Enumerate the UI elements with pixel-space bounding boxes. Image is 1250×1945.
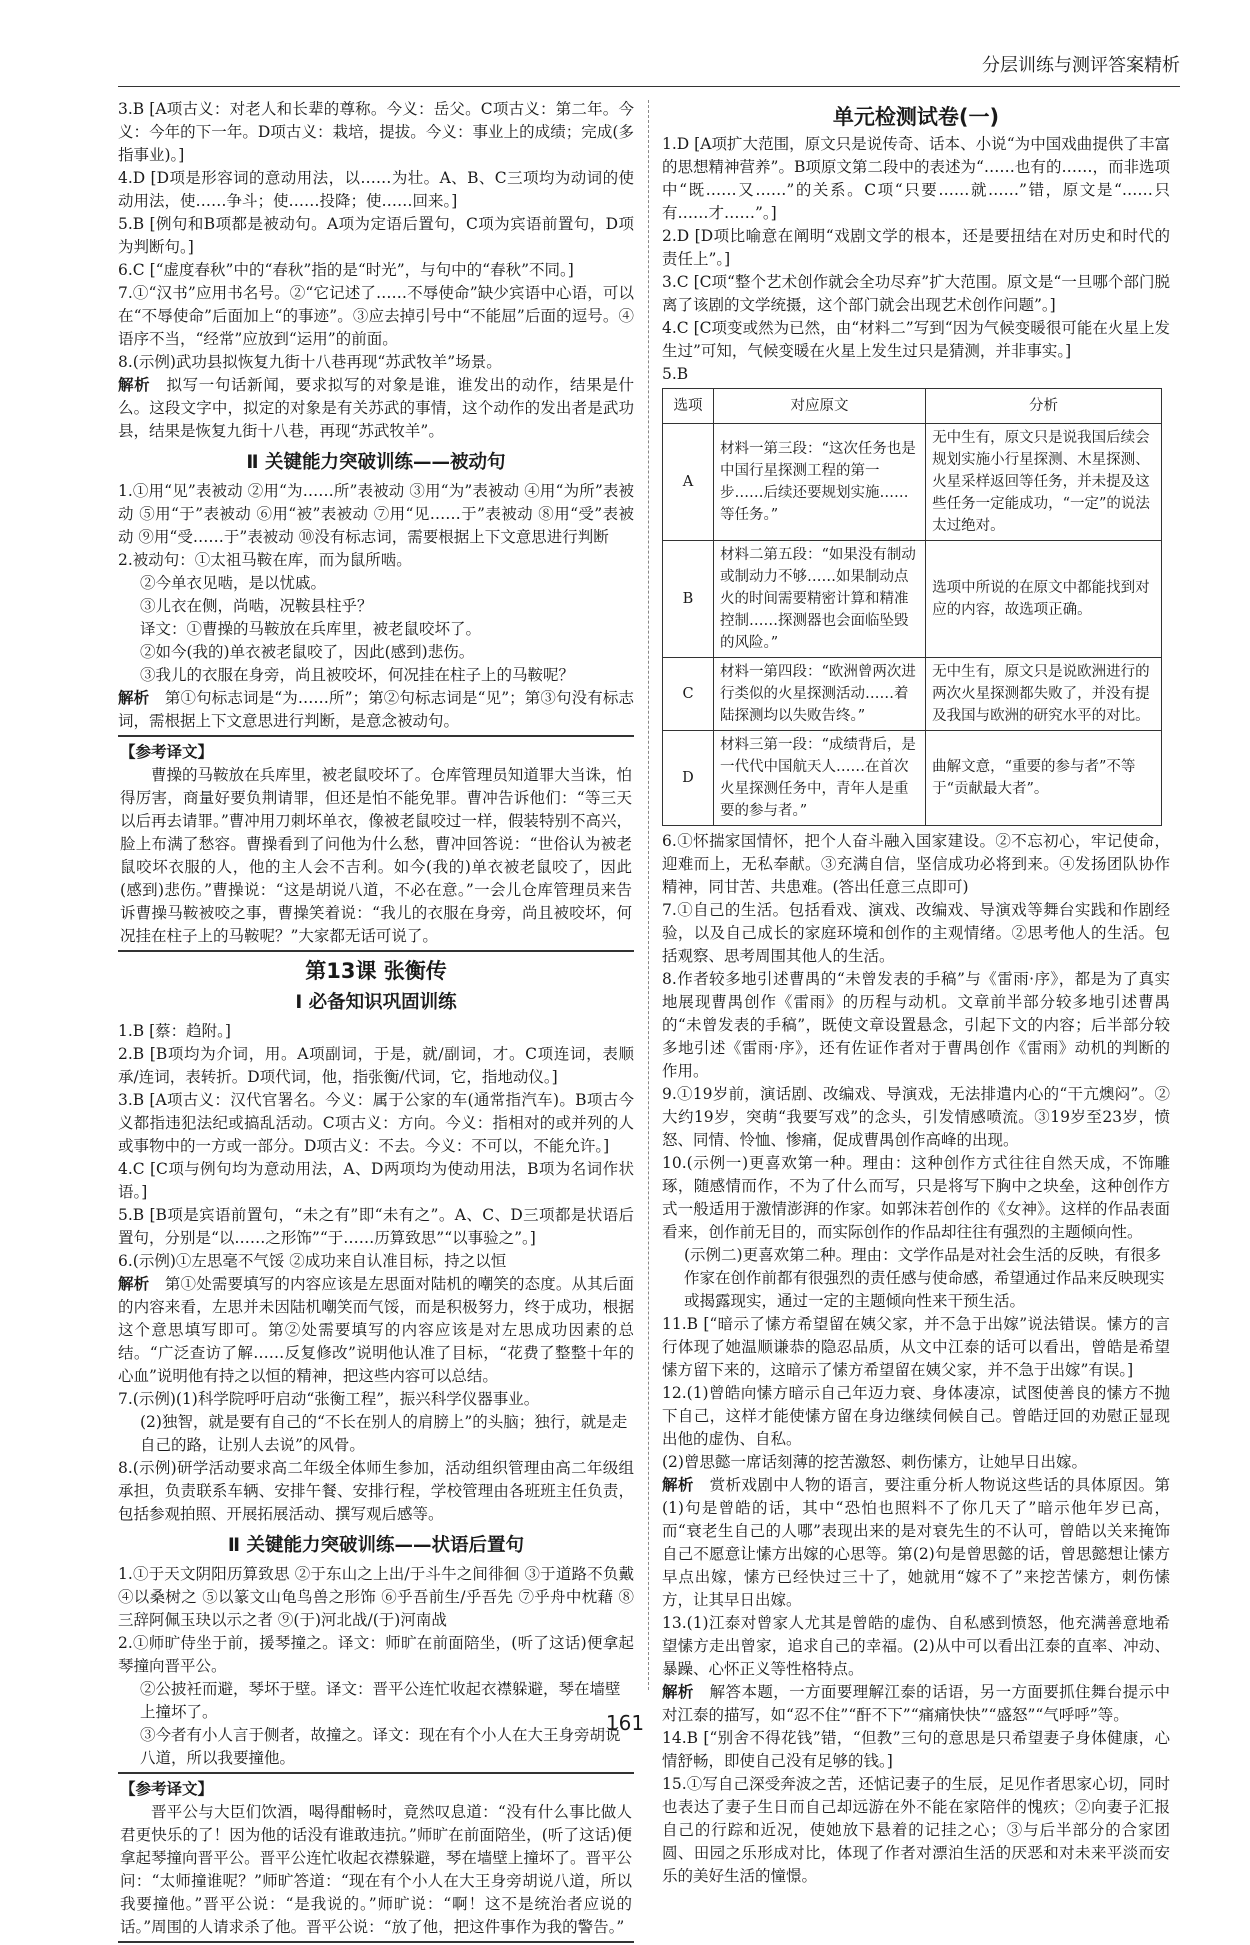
answer-item: 2.B [B项均为介词，用。A项副词，于是，就/副词，才。C项连词，表顺承/连词，表转折。D项代词，他，指张衡/代词，它，指地动仪。]	[118, 1045, 634, 1086]
answer-item: 8.(示例)研学活动要求高二年级全体师生参加，活动组织管理由高二年级组承担，负责联系车辆、安排午餐、安排行程，学校管理由各班班主任负责，包括参观拍照、开展拓展活动、撰写观后感等。	[118, 1459, 634, 1523]
reference-translation: 【参考译文】 晋平公与大臣们饮酒，喝得酣畅时，竟然叹息道：“没有什么事比做人君更快乐的了！因为他的话没有谁敢违抗。”师旷在前面陪坐，(听了这话)便拿起琴撞向晋平公。晋平公连忙收起衣襟躲避，琴在墙壁上撞坏了。晋平公问：“太师撞谁呢？”师旷答道：“现在有个小人在大王身旁胡说八道，所以我要撞他。”晋平公说：“是我说的。”师旷说：“啊！这不是统治者应说的话。”周围的人请求杀了他。晋平公说：“放了他，把这件事作为我的警告。”	[118, 1772, 634, 1943]
table-cell-option: C	[663, 658, 714, 731]
table-cell-analysis: 选项中所说的在原文中都能找到对应的内容，故选项正确。	[926, 541, 1162, 658]
analysis-block: 解析 第①句标志词是“为……所”；第②句标志词是“见”；第③句没有标志词，需根据上下文意思进行判断，是意念被动句。	[118, 689, 634, 730]
table-row	[663, 658, 1162, 731]
answer-item: 12.(1)曾皓向愫方暗示自己年迈力衰、身体凄凉，试图使善良的愫方不抛下自己，这样才能使愫方留在身边继续伺候自己。曾皓迂回的劝慰正显现出他的虚伪、自私。	[662, 1384, 1170, 1448]
table-cell-source: 材料二第五段：“如果没有制动或制动力不够……如果制动点火的时间需要精密计算和精准控制……探测器也会面临坠毁的风险。”	[714, 541, 926, 658]
table-row	[663, 541, 1162, 658]
answer-item: (2)曾思懿一席话刻薄的挖苦激怒、刺伤愫方，让她早日出嫁。	[662, 1453, 1087, 1471]
table-cell-option: A	[663, 424, 714, 541]
section-title: Ⅰ 必备知识巩固训练	[295, 992, 457, 1013]
table-row	[663, 424, 1162, 541]
column-divider	[648, 100, 649, 1690]
table-cell-analysis: 无中生有，原文只是说欧洲进行的两次火星探测都失败了，并没有提及我国与欧洲的研究水平的对比。	[926, 658, 1162, 731]
answer-item: 4.C [C项变或然为已然，由“材料二”写到“因为气候变暖很可能在火星上发生过”可知，气候变暖在火星上发生过只是猜测，并非事实。]	[662, 319, 1170, 360]
answer-item: 8.(示例)武功县拟恢复九街十八巷再现“苏武牧羊”场景。	[118, 353, 502, 371]
right-column	[662, 98, 1170, 1888]
analysis-block: 解析 第①处需要填写的内容应该是左思面对陆机的嘲笑的态度。从其后面的内容来看，左思并未因陆机嘲笑而气馁，而是积极努力，终于成功，根据这个意思填写即可。第②处需要填写的内容应该是对左思成功因素的总结。“广泛查访了解……反复修改”说明他认准了目标，“花费了整整十年的心血”说明他有持之以恒的精神，把这些内容可以总结。	[118, 1275, 634, 1385]
table-cell-analysis: 曲解文意，“重要的参与者”不等于“贡献最大者”。	[926, 731, 1162, 826]
analysis-block: 解析 拟写一句话新闻，要求拟写的对象是谁，谁发出的动作，结果是什么。这段文字中，拟定的对象是有关苏武的事情，这个动作的发出者是武功县，结果是恢复九街十八巷，再现“苏武牧羊”。	[118, 376, 634, 440]
table-cell-source: 材料一第四段：“欧洲曾两次进行类似的火星探测活动……着陆探测均以失败告终。”	[714, 658, 926, 731]
answer-item: 3.B [A项古义：汉代官署名。今义：属于公家的车(通常指汽车)。B项古今义都指违犯法纪或搞乱活动。C项古义：方向。今义：指相对的或并列的人或事物中的一方或一部分。D项古义：不去。今义：不可以，不能允许。]	[118, 1091, 634, 1155]
answer-item: 6.C [“虚度春秋”中的“春秋”指的是“时光”，与句中的“春秋”不同。]	[118, 261, 574, 279]
answer-item: ②公披衽而避，琴坏于壁。译文：晋平公连忙收起衣襟躲避，琴在墙壁上撞坏了。	[140, 1680, 621, 1721]
running-header: 分层训练与测评答案精析	[982, 55, 1180, 76]
section-title: Ⅱ 关键能力突破训练——被动句	[246, 452, 506, 473]
answer-item: 4.C [C项与例句均为意动用法，A、D两项均为使动用法，B项为名词作状语。]	[118, 1160, 634, 1201]
answer-item: 3.C [C项“整个艺术创作就会全功尽弃”扩大范围。原文是“一旦哪个部门脱离了该剧的文学统摄，这个部门就会出现艺术创作问题”。]	[662, 273, 1170, 314]
answer-item: 10.(示例一)更喜欢第一种。理由：这种创作方式往往自然天成，不饰雕琢，随感情而作，不为了什么而写，只是将写下胸中之块垒，这种创作方式一般适用于激情澎湃的作家。如郭沫若创作的《女神》。这样的作品表面看来，创作前无目的，而实际创作的作品却往往有强烈的主题倾向性。	[662, 1154, 1170, 1241]
answer-item: 11.B [“暗示了愫方希望留在姨父家，并不急于出嫁”说法错误。愫方的言行体现了她温顺谦恭的隐忍品质，从文中江泰的话可以看出，曾皓是希望愫方留下来的，这暗示了愫方希望留在姨父家，并不急于出嫁”有误。]	[662, 1315, 1170, 1379]
test-title: 单元检测试卷(一)	[832, 105, 1000, 129]
answer-item: 5.B	[662, 365, 689, 383]
table-cell-analysis: 无中生有，原文只是说我国后续会规划实施小行星探测、木星探测、火星采样返回等任务，并未提及这些任务一定能成功，“一定”的说法太过绝对。	[926, 424, 1162, 541]
answer-item: 15.①写自己深受奔波之苦，还惦记妻子的生辰，足见作者思家心切，同时也表达了妻子生日而自己却远游在外不能在家陪伴的愧疚；②向妻子汇报自己的行踪和近况，使她放下悬着的记挂之心；③与后半部分的合家团圆、田园之乐形成对比，体现了作者对漂泊生活的厌恶和对未来平淡而安乐的美好生活的憧憬。	[662, 1775, 1170, 1885]
answer-item: ②如今(我的)单衣被老鼠咬了，因此(感到)悲伤。	[140, 643, 475, 661]
answer-item: 1.①于天文阴阳历算致思 ②于东山之上出/于斗牛之间徘徊 ③于道路不负戴 ④以桑树之 ⑤以篆文山龟鸟兽之形饰 ⑥乎吾前生/乎吾先 ⑦乎舟中枕藉 ⑧三辞阿佩玉玦以示之者 ⑨(于)河北战/(于)河南战	[118, 1565, 634, 1629]
answer-item: 5.B [B项是宾语前置句，“未之有”即“未有之”。A、C、D三项都是状语后置句，分别是“以……之形饰”“于……历算致思”“以事验之”。]	[118, 1206, 634, 1247]
answer-item: ③今者有小人言于侧者，故撞之。译文：现在有个小人在大王身旁胡说八道，所以我要撞他。	[140, 1726, 621, 1767]
answer-item: 2.被动句：①太祖马鞍在库，而为鼠所啮。	[118, 551, 412, 569]
table-cell-option: D	[663, 731, 714, 826]
table-header: 分析	[926, 389, 1162, 424]
answer-item: 7.①自己的生活。包括看戏、演戏、改编戏、导演戏等舞台实践和作剧经验，以及自己成长的家庭环境和创作的主观情绪。②思考他人的生活。包括观察、思考周围其他人的生活。	[662, 901, 1170, 965]
table-header: 对应原文	[714, 389, 926, 424]
answer-item: ③我儿的衣服在身旁，尚且被咬坏，何况挂在柱子上的马鞍呢？	[140, 666, 575, 684]
answer-item: 7.(示例)(1)科学院呼吁启动“张衡工程”，振兴科学仪器事业。	[118, 1390, 540, 1408]
answer-table	[662, 388, 1162, 826]
answer-item: 4.D [D项是形容词的意动用法，以……为壮。A、B、C三项均为动词的使动用法，使……争斗；使……投降；使……回来。]	[118, 169, 634, 210]
answer-item: 1.B [蔡：趋附。]	[118, 1022, 231, 1040]
answer-item: 7.①“汉书”应用书名号。②“它记述了……不辱使命”缺少宾语中心语，可以在“不辱使命”后面加上“的事迹”。③应去掉引号中“不能屈”后面的逗号。④语序不当，“经常”应放到“运用”的前面。	[118, 284, 634, 348]
answer-item: ③儿衣在侧，尚啮，况鞍县柱乎？	[140, 597, 373, 615]
answer-item: 5.B [例句和B项都是被动句。A项为定语后置句，C项为宾语前置句，D项为判断句。]	[118, 215, 634, 256]
answer-item: 1.①用“见”表被动 ②用“为……所”表被动 ③用“为”表被动 ④用“为所”表被动 ⑤用“于”表被动 ⑥用“被”表被动 ⑦用“见……于”表被动 ⑧用“受”表被动 ⑨用“受……于”表被动 ⑩没有标志词，需要根据上下文意思进行判断	[118, 482, 634, 546]
answer-item: 6.①怀揣家国情怀，把个人奋斗融入国家建设。②不忘初心，牢记使命，迎难而上，无私奉献。③充满自信，坚信成功必将到来。④发扬团队协作精神，同甘苦、共患难。(答出任意三点即可)	[662, 832, 1170, 896]
header-rule	[118, 86, 1180, 87]
answer-item: 1.D [A项扩大范围，原文只是说传奇、话本、小说“为中国戏曲提供了丰富的思想精神营养”。B项原文第二段中的表述为“……也有的……，而非选项中“既……又……”的关系。C项“只要……就……”错，原文是“……只有……才……”。]	[662, 135, 1170, 222]
answer-item: 9.①19岁前，演话剧、改编戏、导演戏，无法排遣内心的“干亢燠闷”。②大约19岁，突萌“我要写戏”的念头，引发情感喷流。③19岁至23岁，愤怒、同情、怜恤、惨痛，促成曹禺创作高峰的出现。	[662, 1085, 1170, 1149]
answer-item: 13.(1)江泰对曾家人尤其是曾皓的虚伪、自私感到愤怒，他充满善意地希望愫方走出曾家，追求自己的幸福。(2)从中可以看出江泰的直率、冲动、暴躁、心怀正义等性格特点。	[662, 1614, 1170, 1678]
left-column	[118, 98, 634, 1945]
answer-item: (2)独智，就是要有自己的“不长在别人的肩膀上”的头脑；独行，就是走自己的路，让别人去说”的风骨。	[140, 1413, 628, 1454]
answer-item: 6.(示例)①左思毫不气馁 ②成功来自认准目标，持之以恒	[118, 1252, 507, 1270]
table-cell-source: 材料一第三段：“这次任务也是中国行星探测工程的第一步……后续还要规划实施……等任务。”	[714, 424, 926, 541]
answer-item: (示例二)更喜欢第二种。理由：文学作品是对社会生活的反映，有很多作家在创作前都有很强烈的责任感与使命感，希望通过作品来反映现实或揭露现实，通过一定的主题倾向性来干预生活。	[684, 1246, 1165, 1310]
table-cell-option: B	[663, 541, 714, 658]
section-title: Ⅱ 关键能力突破训练——状语后置句	[227, 1535, 525, 1556]
answer-item: 2.①师旷侍坐于前，援琴撞之。译文：师旷在前面陪坐，(听了这话)便拿起琴撞向晋平公。	[118, 1634, 634, 1675]
table-cell-source: 材料三第一段：“成绩背后，是一代代中国航天人……在首次火星探测任务中，青年人是重要的参与者。”	[714, 731, 926, 826]
page-number: 161	[605, 1711, 645, 1735]
answer-item: 8.作者较多地引述曹禺的“未曾发表的手稿”与《雷雨·序》，都是为了真实地展现曹禺创作《雷雨》的历程与动机。文章前半部分较多地引述曹禺的“未曾发表的手稿”，既使文章设置悬念，引起下文的内容；后半部分较多地引述《雷雨·序》，还有佐证作者对于曹禺创作《雷雨》动机的判断的作用。	[662, 970, 1170, 1080]
table-row	[663, 731, 1162, 826]
answer-item: ②今单衣见啮，是以忧戚。	[140, 574, 327, 592]
reference-translation: 【参考译文】 曹操的马鞍放在兵库里，被老鼠咬坏了。仓库管理员知道罪大当诛，怕得厉害，商量好要负荆请罪，但还是怕不能免罪。曹冲告诉他们：“等三天以后再去请罪。”曹冲用刀刺坏单衣，像被老鼠咬过一样，假装特别不高兴，脸上布满了愁容。曹操看到了问他为什么愁，曹冲回答说：“世俗认为被老鼠咬坏衣服的人，他的主人会不吉利。如今(我的)单衣被老鼠咬了，因此(感到)悲伤。”曹操说：“这是胡说八道，不必在意。”一会儿仓库管理员来告诉曹操马鞍被咬之事，曹操笑着说：“我儿的衣服在身旁，尚且被咬坏，何况挂在柱子上的马鞍呢？”大家都无话可说了。	[118, 735, 634, 952]
analysis-block: 解析 赏析戏剧中人物的语言，要注重分析人物说这些话的具体原因。第(1)句是曾皓的话，其中“恐怕也照料不了你几天了”暗示他年岁已高，而“衰老生自己的人哪”表现出来的是对衰先生的不认可，曾皓以关来掩饰自己不愿意让愫方出嫁的心思等。第(2)句是曾思懿的话，曾思懿想让愫方早点出嫁，愫方已经快过三十了，她就用“嫁不了”来挖苦愫方，刺伤愫方，让其早日出嫁。	[662, 1476, 1170, 1609]
answer-item: 2.D [D项比喻意在阐明“戏剧文学的根本，还是要扭结在对历史和时代的责任上”。]	[662, 227, 1170, 268]
analysis-block: 解析 解答本题，一方面要理解江泰的话语，另一方面要抓住舞台提示中对江泰的描写，如“忍不住”“酐不下”“痛痛快快”“盛怒”“气呼呼”等。	[662, 1683, 1170, 1724]
answer-item: 14.B [“别舍不得花钱”错，“但教”三句的意思是只希望妻子身体健康，心情舒畅，即使自己没有足够的钱。]	[662, 1729, 1170, 1770]
lesson-title: 第13课 张衡传	[305, 959, 447, 983]
table-header: 选项	[663, 389, 714, 424]
answer-item: 3.B [A项古义：对老人和长辈的尊称。今义：岳父。C项古义：第二年。今义：今年的下一年。D项古义：栽培，提拔。今义：事业上的成绩；完成(多指事业)。]	[118, 100, 634, 164]
answer-item: 译文：①曹操的马鞍放在兵库里，被老鼠咬坏了。	[140, 620, 482, 638]
